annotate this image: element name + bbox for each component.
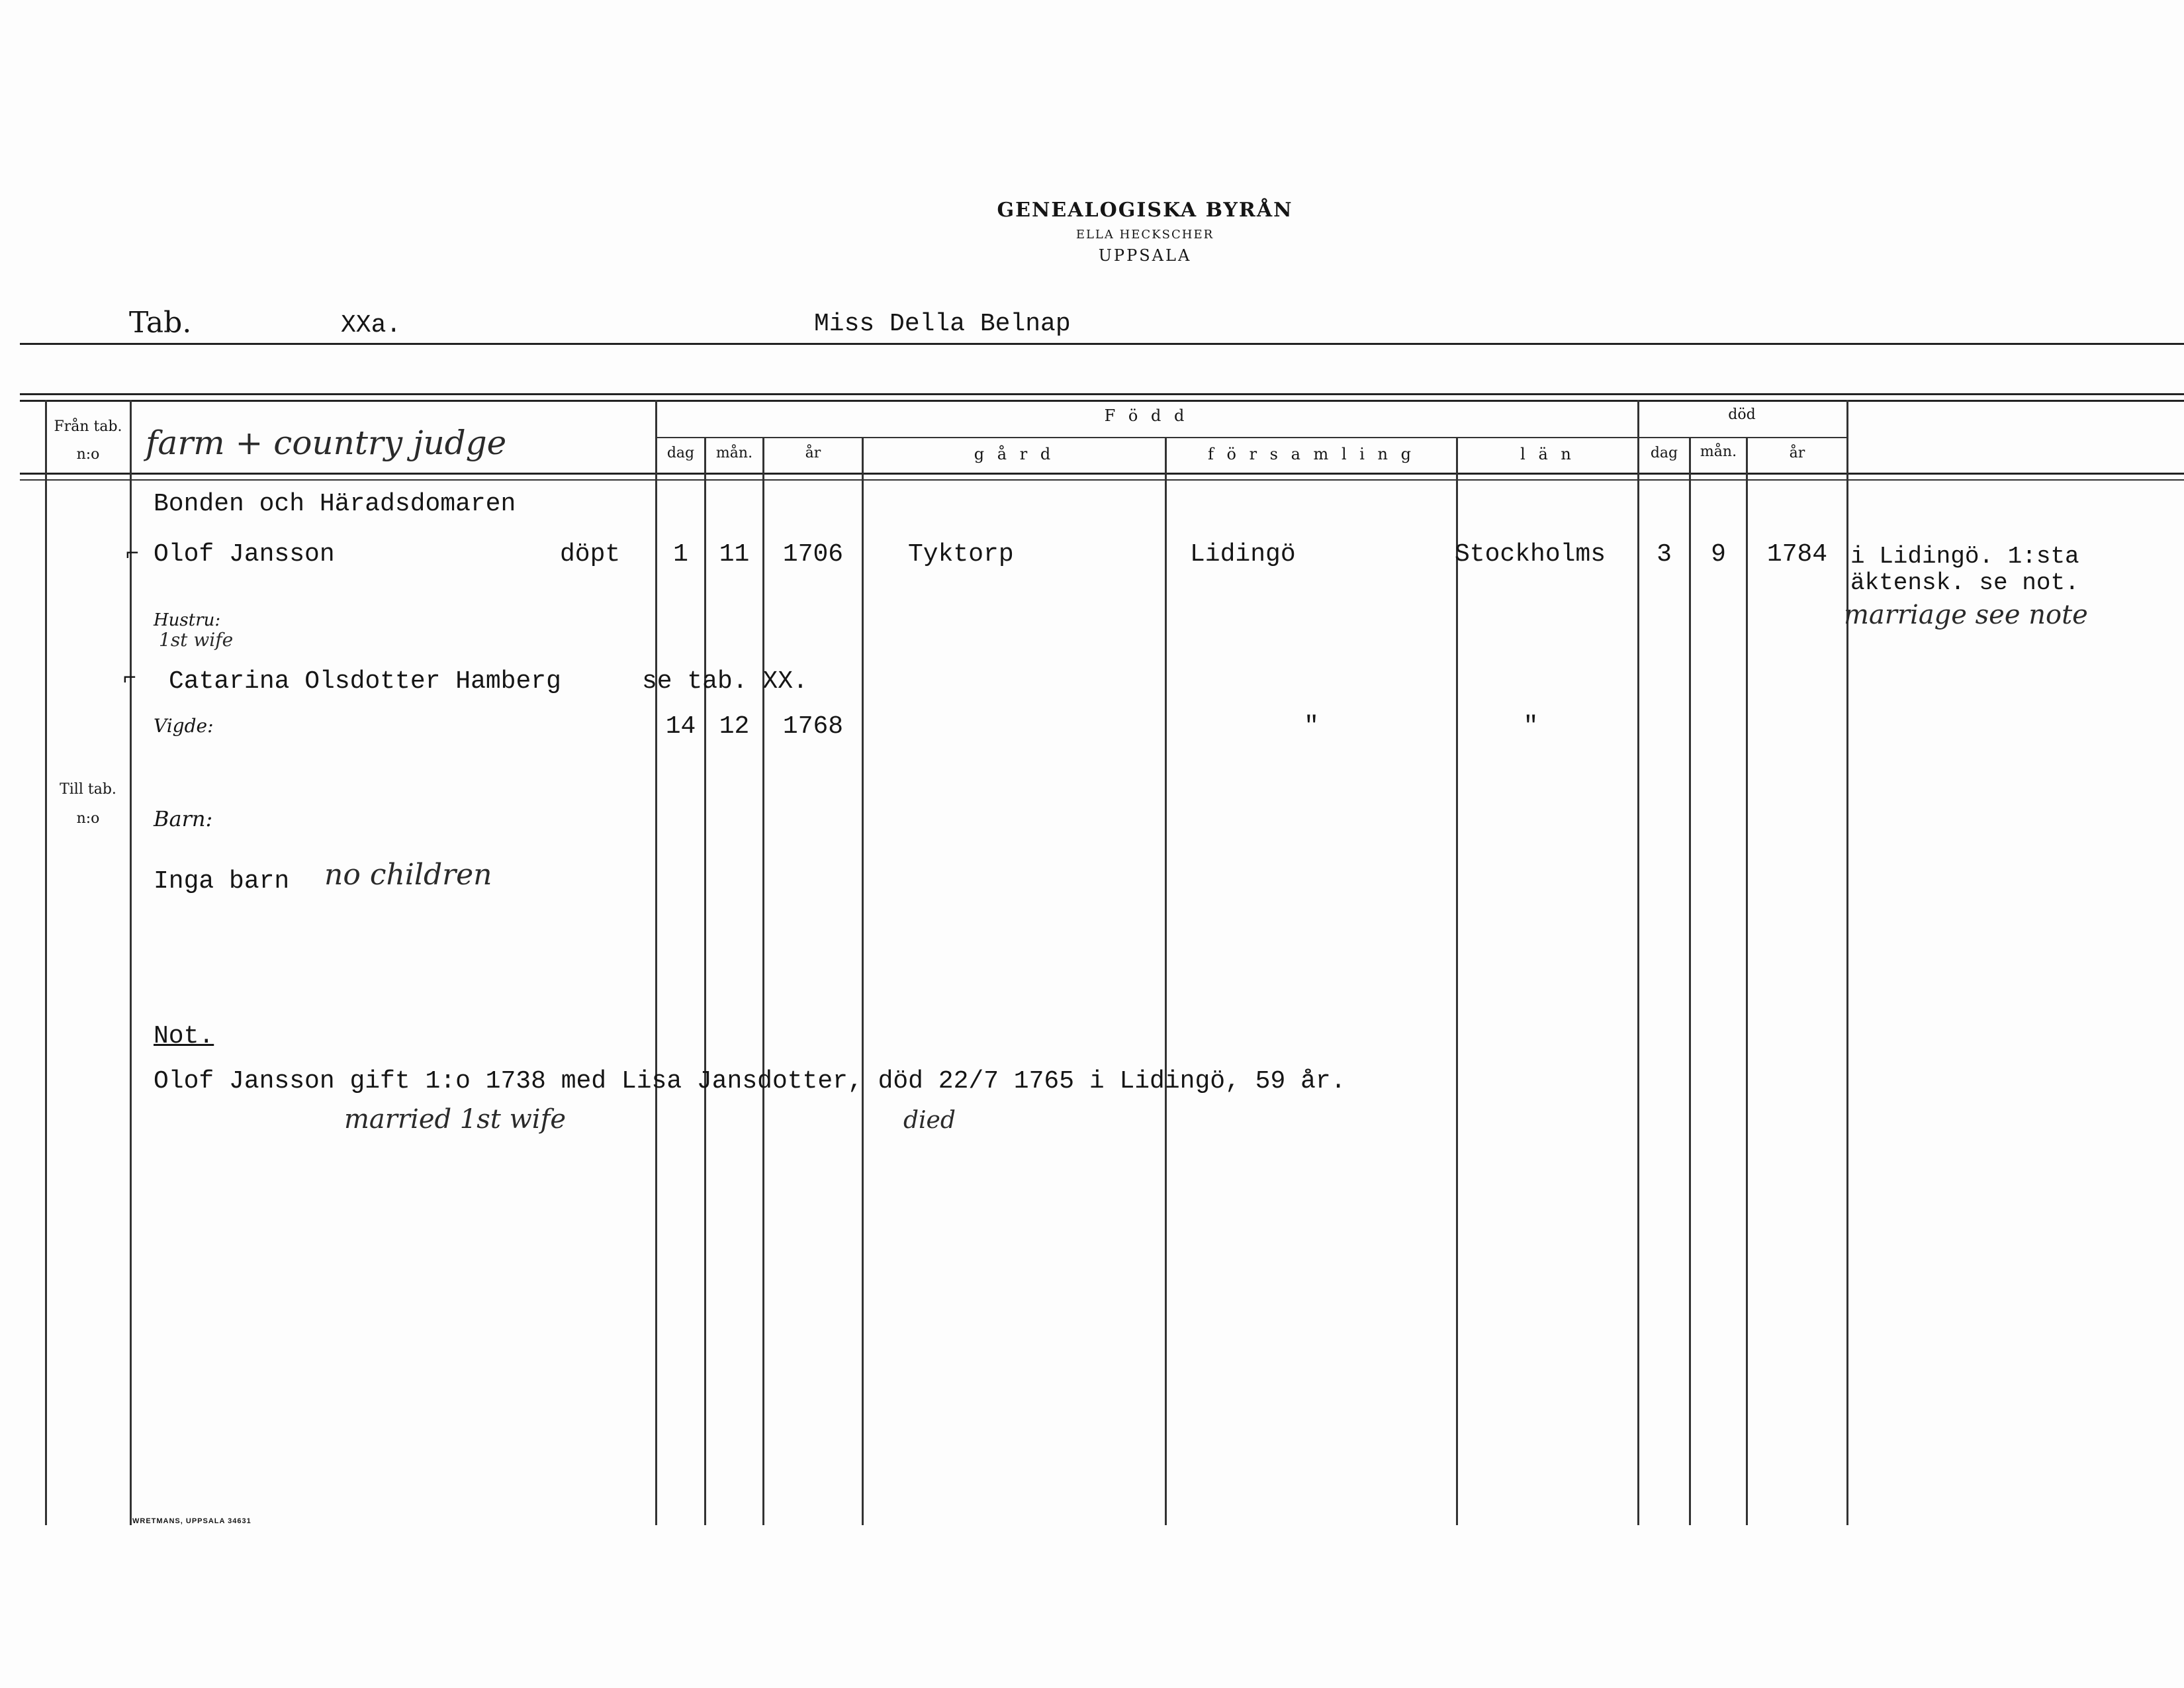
col-dod-dag: dag [1650,445,1678,461]
marriage-day: 14 [665,712,696,741]
till-tab-label: Till tab. [60,781,116,798]
note-text: Olof Jansson gift 1:o 1738 med Lisa Jansdotter, död 22/7 1765 i Lidingö, 59 år. [154,1067,1346,1096]
col-line-dod [1637,400,1639,1525]
table-top-rule-1 [20,393,2184,395]
col-line-left [45,400,47,1525]
birth-month: 11 [719,540,750,569]
handwritten-occupation: farm + country judge [146,424,507,462]
col-gard: g å r d [974,445,1055,463]
person-name: Olof Jansson [154,540,335,569]
col-line-man [704,437,706,1525]
marriage-county-ditto: " [1523,712,1539,741]
letterhead-org: GENEALOGISKA BYRÅN [997,199,1293,222]
person-title: Bonden och Häradsdomaren [154,490,516,518]
marriage-year: 1768 [782,712,844,741]
col-line-remarks [1846,400,1848,1525]
table-header-bottom-rule-1 [20,473,2184,475]
death-day: 3 [1657,540,1672,569]
col-dag: dag [666,445,695,461]
handwritten-children: no children [324,858,492,892]
col-line-dag [655,400,657,1525]
table-header-bottom-rule-2 [20,479,2184,481]
children-label: Barn: [154,806,213,831]
birth-parish: Lidingö [1190,540,1296,569]
col-forsamling: f ö r s a m l i n g [1207,445,1416,463]
header-rule [20,343,2184,345]
handwritten-died: died [903,1107,956,1134]
col-ar: år [805,445,821,461]
handwritten-wife-note: 1st wife [159,629,234,651]
wife-ref: se tab. XX. [642,667,808,696]
tab-label: Tab. [129,306,192,340]
col-line-ar [762,437,764,1525]
letterhead-name: ELLA HECKSCHER [1075,228,1214,242]
remark-line-1: i Lidingö. 1:sta [1850,543,2079,570]
col-line-lan [1456,437,1458,1525]
wife-label: Hustru: [154,610,221,630]
tick-mark-wife: ⌐ [123,665,136,690]
tab-value: XXa. [341,311,402,340]
col-line-dod-man [1689,437,1691,1525]
birth-farm: Tyktorp [908,540,1014,569]
till-tab-no: n:o [76,810,100,827]
birth-day: 1 [673,540,688,569]
birth-county: Stockholms [1455,540,1606,569]
client-name: Miss Della Belnap [814,310,1071,338]
tick-mark: ⌐ [126,540,139,565]
person-event: döpt [560,540,621,569]
note-heading: Not. [154,1022,214,1051]
subheader-rule [655,437,1846,438]
birth-year: 1706 [782,540,844,569]
col-dod-man: mån. [1700,444,1737,460]
remark-line-2: äktensk. se not. [1850,569,2079,596]
fodd-header: F ö d d [1104,406,1189,425]
death-month: 9 [1711,540,1726,569]
death-year: 1784 [1766,540,1828,569]
dod-header: död [1728,406,1756,423]
col-line-forsamling [1165,437,1167,1525]
fran-tab-no: n:o [76,446,100,463]
marriage-parish-ditto: " [1304,712,1319,741]
col-lan: l ä n [1520,445,1575,463]
col-line-dod-ar [1746,437,1748,1525]
col-line-gard [862,437,864,1525]
col-line-fran [130,400,132,1525]
col-dod-ar: år [1789,445,1805,461]
fran-tab-label: Från tab. [54,418,122,435]
table-top-rule-2 [20,400,2184,402]
children-text: Inga barn [154,867,290,896]
handwritten-remark: marriage see note [1844,600,2088,630]
col-man: mån. [715,445,753,461]
marriage-label: Vigde: [154,715,214,737]
printer-mark: WRETMANS, UPPSALA 34631 [132,1517,251,1525]
handwritten-married-first: married 1st wife [344,1104,567,1135]
letterhead-city: UPPSALA [1098,246,1192,265]
wife-name: Catarina Olsdotter Hamberg [169,667,561,696]
marriage-month: 12 [719,712,750,741]
